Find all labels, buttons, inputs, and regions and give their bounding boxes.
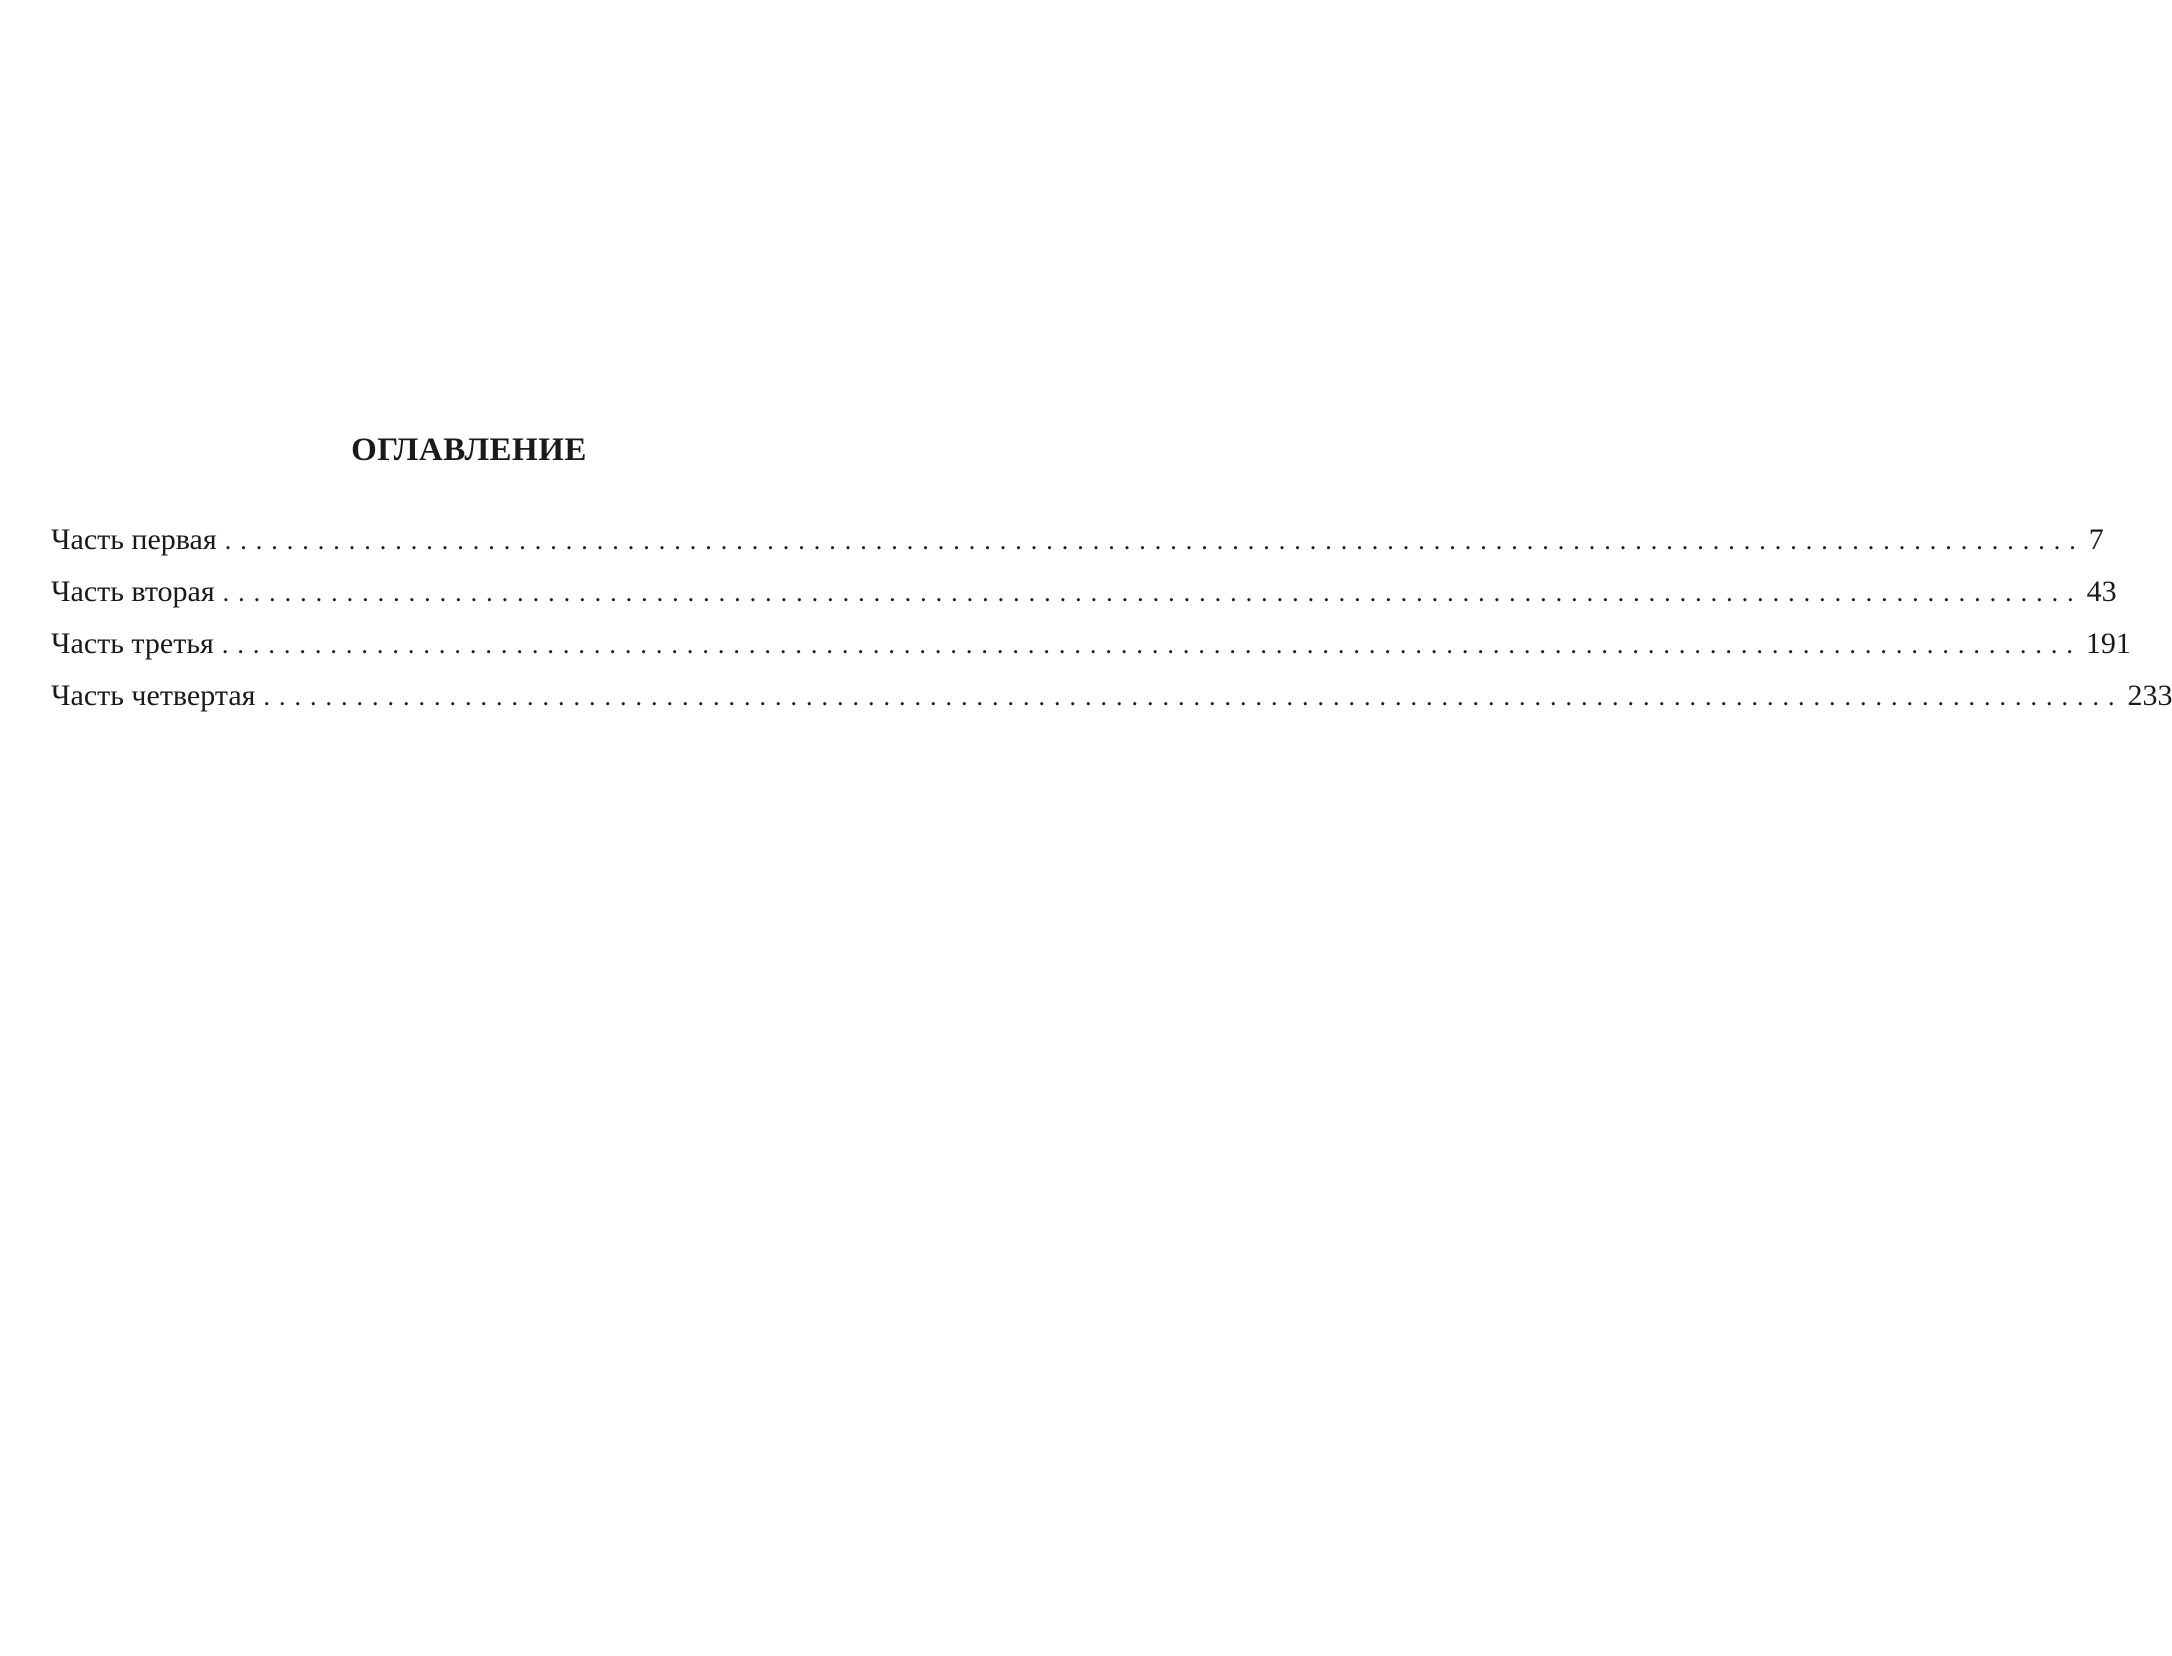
toc-entry-page: 43 bbox=[2086, 575, 2117, 608]
toc-entry bbox=[51, 627, 2131, 679]
toc-entry bbox=[51, 679, 2172, 731]
toc-entry-page: 191 bbox=[2085, 627, 2131, 660]
toc-entry bbox=[51, 575, 2117, 627]
toc-entry-label: Часть четвертая bbox=[51, 679, 256, 712]
toc-list bbox=[51, 523, 2172, 731]
dot-leader: ........................................................................................................................ bbox=[222, 578, 2083, 607]
toc-entry-label: Часть третья bbox=[51, 627, 214, 660]
toc-entry-label: Часть первая bbox=[51, 523, 217, 556]
toc-entry bbox=[51, 523, 2104, 575]
toc-entry-label: Часть вторая bbox=[51, 575, 215, 608]
toc-title: ОГЛАВЛЕНИЕ bbox=[351, 432, 587, 468]
toc-entry-page: 233 bbox=[2127, 679, 2172, 712]
toc-entry-page: 7 bbox=[2088, 523, 2104, 556]
dot-leader: ........................................................................................................................ bbox=[221, 630, 2082, 659]
dot-leader: ........................................................................................................................ bbox=[224, 526, 2085, 555]
dot-leader: ........................................................................................................................ bbox=[263, 682, 2124, 711]
